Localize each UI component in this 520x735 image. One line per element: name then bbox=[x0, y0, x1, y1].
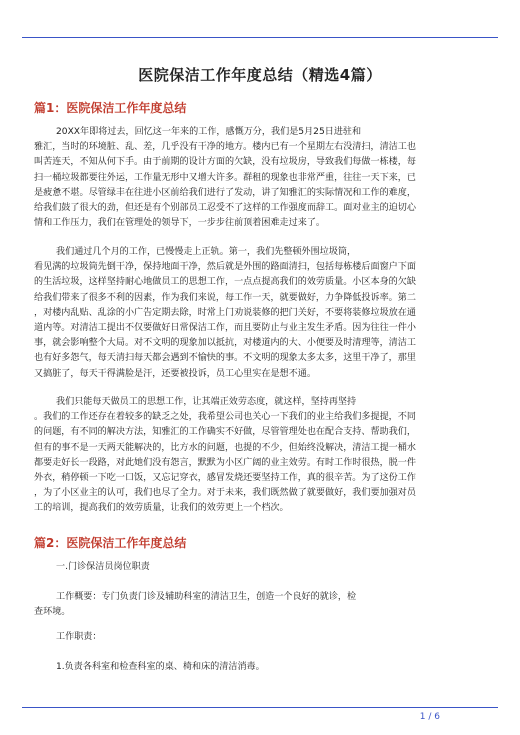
page-number: 1 / 6 bbox=[419, 712, 440, 722]
text-line: 也有好多怨气，每天清扫每天都会遇到不愉快的事。不文明的现象太多太多，这里干净了，那里 bbox=[34, 353, 416, 364]
text-line: 的生活垃圾，这样坚持耐心地做员工的思想工作，一点点提高我们的效劳质量。小区本身的欠缺 bbox=[34, 277, 416, 288]
text-line: 是疲惫不堪。尽管绿丰在往进小区前给我们进行了发动，讲了知雅汇的实际情况和工作的难度， bbox=[34, 187, 416, 198]
text-line: 我们通过几个月的工作，已慢慢走上正轨。第一，我们先整顿外围垃圾筒， bbox=[56, 247, 357, 257]
text-line: 。我们的工作还存在着较多的缺乏之处，我希望公司也关心一下我们的业主给我们多提提，不同 bbox=[34, 412, 416, 423]
text-line: 叫苦连天，不知从何下手。由于前期的设计方面的欠缺，没有垃圾房，导致我们每做一栋楼，每 bbox=[34, 157, 416, 168]
section-heading-2: 篇2：医院保洁工作年度总结 bbox=[34, 536, 187, 550]
text-line: 但有的事不是一天两天能解决的，比方水的问题，也提的不少，但始终没解决，清洁工提一桶水 bbox=[34, 442, 416, 453]
paragraph-2-3 bbox=[34, 630, 488, 645]
text-line: 1.负责各科室和检查科室的桌、椅和床的清洁消毒。 bbox=[56, 662, 265, 672]
text-line: 20XX年即将过去，回忆这一年来的工作，感慨万分，我们是5月25日进驻和 bbox=[56, 127, 362, 137]
document-title: 医院保洁工作年度总结（精选4篇） bbox=[138, 66, 382, 84]
text-line: 一.门诊保洁员岗位职责 bbox=[56, 562, 150, 572]
text-line: 给我们带来了很多不利的因素，作为我们来说，每工作一天，就要做好，力争降低投诉率。第二 bbox=[34, 292, 416, 303]
text-line: ，对楼内乱贴、乱涂的小广告定期去除，时常上门劝说装修的把门关好，不要将装修垃圾放在通 bbox=[34, 307, 416, 318]
header-rule bbox=[22, 37, 498, 38]
paragraph-1-2 bbox=[34, 245, 488, 382]
text-line: 工作概要：专门负责门诊及辅助科室的清洁卫生，创造一个良好的就诊，检 bbox=[56, 592, 357, 602]
text-line: 都要走好长一段路，对此她们没有怨言，默默为小区广阔的业主效劳。有时工作时很热，脱一件 bbox=[34, 457, 416, 468]
text-line: 看见满的垃圾筒先倒干净，保持地面干净，然后就是外围的路面清扫，包括每栋楼后面窗户下面 bbox=[34, 262, 416, 273]
section-heading-1: 篇1：医院保洁工作年度总结 bbox=[34, 101, 187, 115]
paragraph-2-1 bbox=[34, 560, 488, 575]
text-line: 事，就会影响整个大局。对不文明的现象加以抵抗，对楼道内的大、小便要及时清理等，清洁工 bbox=[34, 338, 416, 349]
text-line: 给我们鼓了很大的劲，但还是有个别部员工忍受不了这样的工作强度而辞工。面对业主的迫切心 bbox=[34, 203, 416, 214]
text-line: 工的培训，提高我们的效劳质量，让我们的效劳更上一个档次。 bbox=[34, 503, 289, 514]
text-line: 外衣，稍停顿一下吃一口饭，又忘记穿衣，感冒发烧还要坚持工作，真的很辛苦。为了这份工作 bbox=[34, 473, 416, 484]
text-line: 工作职责： bbox=[56, 632, 102, 642]
paragraph-2-2 bbox=[34, 590, 488, 620]
paragraph-1-3 bbox=[34, 395, 488, 517]
text-line: 我们只能每天做员工的思想工作，让其端正效劳态度，就这样，坚持再坚持 bbox=[56, 397, 357, 407]
text-line: 查环境。 bbox=[34, 607, 71, 618]
text-line: 道内等。对清洁工提出不仅要做好日常保洁工作，而且要防止与业主发生矛盾。因为往往一件小 bbox=[34, 323, 416, 334]
text-line: 又搞脏了，每天干得满脸是汗，还要被投诉，员工心里实在是想不通。 bbox=[34, 368, 316, 379]
footer-rule bbox=[22, 707, 498, 708]
text-line: ，为了小区业主的认可，我们也尽了全力。对于未来，我们既然做了就要做好，我们要加强对员 bbox=[34, 488, 416, 499]
text-line: 的问题，有不同的解决方法，知雅汇的工作确实不好做，尽管管理处也在配合支持、帮助我们， bbox=[34, 427, 416, 438]
paragraph-2-4 bbox=[34, 660, 488, 675]
text-line: 扫一桶垃圾都要往外运，工作量无形中又增大许多。群租的现象也非常严重，往往一天下来，已 bbox=[34, 172, 416, 183]
text-line: 雅汇，当时的环境脏、乱、差，几乎没有干净的地方。楼内已有一个星期左右没清扫，清洁工也 bbox=[34, 142, 416, 153]
paragraph-1-1 bbox=[34, 125, 488, 231]
text-line: 情和工作压力，我们在管理处的领导下，一步步往前顶着困难走过来了。 bbox=[34, 218, 326, 229]
